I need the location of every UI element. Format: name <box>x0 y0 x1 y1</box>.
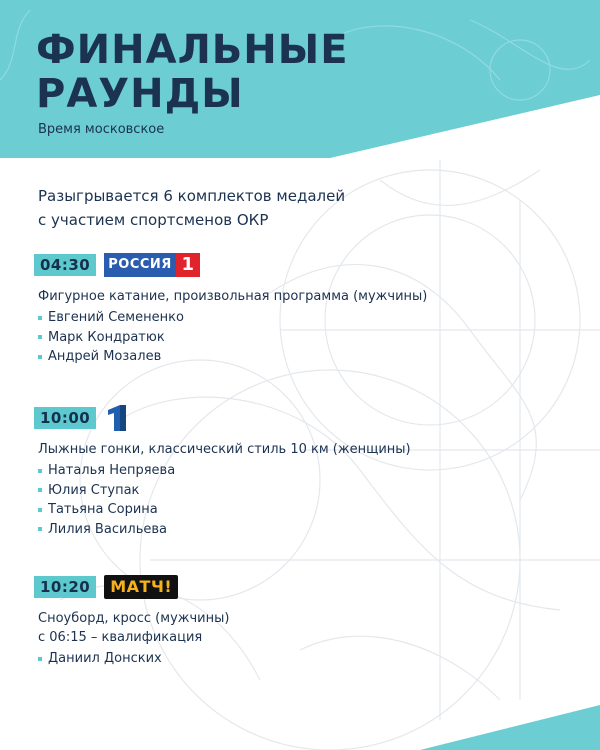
athlete-list <box>38 308 427 367</box>
schedule-block-1000 <box>34 406 411 539</box>
list-item <box>38 461 411 481</box>
header <box>0 0 600 160</box>
russia-1-logo-number: 1 <box>176 253 200 277</box>
channel-one-logo <box>104 404 130 432</box>
time-badge: 10:20 <box>34 576 96 598</box>
match-tv-logo-icon <box>104 575 178 599</box>
athlete-name: Лилия Васильева <box>48 521 168 537</box>
schedule-block-0430 <box>34 253 427 367</box>
athlete-name: Наталья Непряева <box>48 463 176 478</box>
russia-1-logo-text: РОССИЯ <box>104 253 176 277</box>
time-row <box>34 575 229 599</box>
athlete-name: Марк Кондратюк <box>48 329 165 345</box>
event-line: Лыжные гонки, классический стиль 10 км (женщины) <box>38 442 411 457</box>
channel-one-logo-icon <box>104 406 130 430</box>
match-tv-logo: МАТЧ! <box>104 575 178 599</box>
russia-1-logo <box>104 253 204 277</box>
intro-line-1: Разыгрывается 6 комплектов медалей <box>38 187 346 205</box>
athlete-name: Андрей Мозалев <box>48 349 162 364</box>
event-title <box>38 440 411 459</box>
athlete-name: Юлия Ступак <box>48 482 140 498</box>
list-item <box>38 649 229 669</box>
timezone-note: Время московское <box>38 122 165 137</box>
title-line-1: ФИНАЛЬНЫЕ <box>36 27 349 73</box>
schedule-block-1020 <box>34 575 229 669</box>
event-title <box>38 287 427 306</box>
bullet-icon <box>38 316 42 320</box>
footer-teal-band <box>420 705 600 750</box>
bullet-icon <box>38 488 42 492</box>
bullet-icon <box>38 527 42 531</box>
list-item <box>38 347 427 367</box>
event-line: Сноуборд, кросс (мужчины) <box>38 611 230 626</box>
event-line: Фигурное катание, произвольная программа (мужчины) <box>38 289 428 304</box>
event-line: с 06:15 – квалификация <box>38 630 203 645</box>
page-title <box>36 28 349 116</box>
event-title <box>38 609 229 647</box>
list-item <box>38 308 427 328</box>
list-item <box>38 328 427 348</box>
athlete-name: Евгений Семененко <box>48 310 184 325</box>
athlete-list <box>38 649 229 669</box>
list-item <box>38 500 411 520</box>
time-badge: 04:30 <box>34 254 96 276</box>
list-item <box>38 520 411 540</box>
time-row <box>34 406 411 430</box>
russia-1-logo-icon <box>104 253 204 277</box>
bullet-icon <box>38 508 42 512</box>
bullet-icon <box>38 335 42 339</box>
intro-line-2: с участием спортсменов ОКР <box>38 211 269 229</box>
title-line-2: РАУНДЫ <box>36 71 244 117</box>
bullet-icon <box>38 355 42 359</box>
medals-intro <box>38 184 345 232</box>
list-item <box>38 481 411 501</box>
bullet-icon <box>38 469 42 473</box>
athlete-list <box>38 461 411 539</box>
athlete-name: Татьяна Сорина <box>48 502 158 517</box>
time-row <box>34 253 427 277</box>
time-badge: 10:00 <box>34 407 96 429</box>
bullet-icon <box>38 657 42 661</box>
athlete-name: Даниил Донских <box>48 651 162 666</box>
